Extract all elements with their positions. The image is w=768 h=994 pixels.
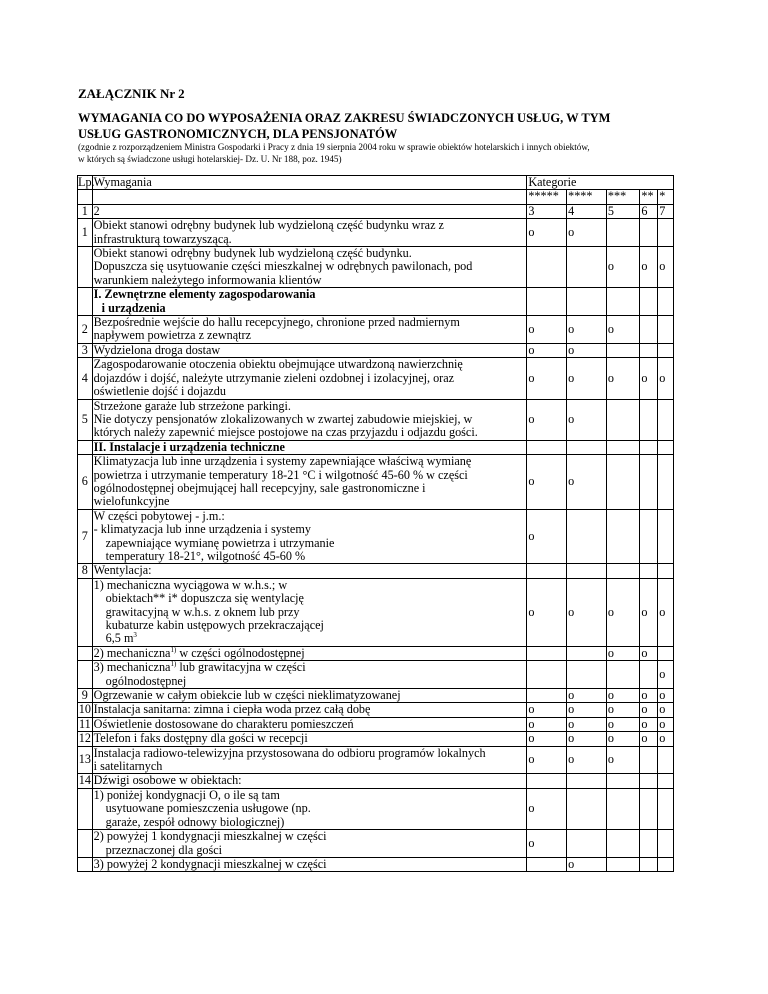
row-lp: 5 — [78, 399, 93, 440]
stars-row — [78, 190, 674, 204]
table-row — [78, 564, 674, 578]
mark: o — [606, 689, 640, 703]
section-row — [78, 440, 674, 454]
table-row — [78, 578, 674, 646]
mark: o — [606, 358, 640, 399]
row-lp: 13 — [78, 746, 93, 774]
mark: o — [567, 578, 607, 646]
row-requirement: Instalacja sanitarna: zimna i ciepła woda przez całą dobę — [92, 703, 527, 717]
stars-cell: *** — [606, 190, 640, 204]
row-lp: 8 — [78, 564, 93, 578]
section-heading: II. Instalacje i urządzenia techniczne — [92, 440, 527, 454]
mark: o — [567, 219, 607, 247]
table-row — [78, 509, 674, 564]
mark: o — [567, 358, 607, 399]
colnum-cell: 3 — [527, 204, 567, 218]
mark: o — [658, 703, 674, 717]
document-subtitle — [78, 141, 718, 165]
mark: o — [640, 646, 658, 660]
row-requirement: Wydzielona droga dostaw — [92, 343, 527, 357]
row-requirement: Instalacja radiowo-telewizyjna przystosowana do odbioru programów lokalnych i satelitarnych — [92, 746, 527, 774]
mark: o — [527, 455, 567, 510]
header-lp: Lp. — [78, 175, 95, 189]
mark: o — [527, 219, 567, 247]
mark: o — [567, 717, 607, 731]
table-header-row — [78, 176, 674, 190]
row-lp: 7 — [78, 509, 93, 564]
stars-cell: ***** — [527, 190, 567, 204]
mark: o — [640, 732, 658, 746]
header-requirements: Wymagania — [92, 176, 527, 190]
header-categories: Kategorie — [527, 176, 674, 190]
table-row — [78, 689, 674, 703]
requirements-table — [77, 175, 674, 872]
row-lp: 10 — [78, 702, 91, 717]
colnum-cell: 2 — [92, 204, 527, 218]
table-row — [78, 399, 674, 440]
table-row — [78, 703, 674, 717]
mark: o — [527, 343, 567, 357]
document-title: ZAŁĄCZNIK Nr 2 — [78, 86, 185, 101]
mark: o — [640, 358, 658, 399]
mark: o — [658, 358, 674, 399]
row-lp: 6 — [78, 455, 93, 510]
row-lp: 14 — [78, 773, 91, 788]
row-lp: 3 — [78, 343, 93, 357]
mark: o — [606, 646, 640, 660]
row-lp: 4 — [78, 358, 93, 399]
row-requirement: 1) mechaniczna wyciągowa w w.h.s.; w obiektach** i* dopuszcza się wentylację grawitacyjną w w.h.s. z oknem lub przy kubaturze kabin ustępowych przekraczającej 6,5 $m^3$ — [92, 578, 527, 646]
mark: o — [658, 661, 674, 689]
table-row — [78, 316, 674, 344]
row-requirement: Wentylacja: — [92, 564, 527, 578]
table-row — [78, 358, 674, 399]
mark: o — [640, 717, 658, 731]
mark: o — [527, 399, 567, 440]
table-row — [78, 732, 674, 746]
table-row — [78, 219, 674, 247]
mark: o — [567, 746, 607, 774]
row-requirement: Bezpośrednie wejście do hallu recepcyjnego, chronione przed nadmiernym napływem powietrza z zewnątrz — [92, 316, 527, 344]
mark: o — [658, 578, 674, 646]
table-row — [78, 830, 674, 858]
table-row — [78, 646, 674, 660]
row-requirement: 2) mechaniczna$^{1)}$ w części ogólnodostępnej — [92, 646, 527, 660]
mark: o — [606, 316, 640, 344]
mark: o — [640, 247, 658, 288]
table-row — [78, 788, 674, 829]
stars-cell: * — [658, 190, 674, 204]
mark: o — [527, 358, 567, 399]
table-row — [78, 343, 674, 357]
colnum-cell: 4 — [567, 204, 607, 218]
row-requirement: Dźwigi osobowe w obiektach: — [92, 774, 527, 788]
row-requirement: 3) powyżej 2 kondygnacji mieszkalnej w części — [92, 857, 527, 871]
mark: o — [567, 857, 607, 871]
mark: o — [606, 746, 640, 774]
mark: o — [527, 732, 567, 746]
mark: o — [527, 509, 567, 564]
mark: o — [606, 247, 640, 288]
row-requirement: Obiekt stanowi odrębny budynek lub wydzieloną część budynku. Dopuszcza się usytuowanie części mieszkalnej w odrębnych pawilonach, pod warunkiem należytego informowania klientów — [92, 247, 527, 288]
mark: o — [527, 746, 567, 774]
mark: o — [567, 343, 607, 357]
row-lp: 2 — [78, 316, 93, 344]
row-lp: 12 — [78, 731, 91, 746]
row-requirement: Strzeżone garaże lub strzeżone parkingi. Nie dotyczy pensjonatów zlokalizowanych w zwartej zabudowie miejskiej, w których należy zapewnić miejsce postojowe na czas przyjazdu i odjazdu gości. — [92, 399, 527, 440]
stars-cell: **** — [567, 190, 607, 204]
table-row — [78, 774, 674, 788]
row-requirement: Ogrzewanie w całym obiekcie lub w części nieklimatyzowanej — [92, 689, 527, 703]
row-lp: 11 — [78, 716, 91, 731]
section-row — [78, 288, 674, 316]
row-requirement: 2) powyżej 1 kondygnacji mieszkalnej w części przeznaczonej dla gości — [92, 830, 527, 858]
table-row — [78, 717, 674, 731]
row-requirement: Zagospodarowanie otoczenia obiektu obejmujące utwardzoną nawierzchnię dojazdów i dojść, należyte utrzymanie zieleni ozdobnej i izolacyjnej, oraz oświetlenie dojść i dojazdu — [92, 358, 527, 399]
mark: o — [567, 399, 607, 440]
document-heading — [78, 110, 698, 142]
mark: o — [567, 703, 607, 717]
mark: o — [606, 732, 640, 746]
row-requirement: Klimatyzacja lub inne urządzenia i systemy zapewniające właściwą wymianę powietrza i utrzymanie temperatury 18-21 °C i wilgotność 45-60 % w części ogólnodostępnej obejmującej hall recepcyjny, sale gastronomiczne i wielofunkcyjne — [92, 455, 527, 510]
subtitle-line: w których są świadczone usługi hotelarskiej- Dz. U. Nr 188, poz. 1945) — [78, 154, 342, 164]
subtitle-line: (zgodnie z rozporządzeniem Ministra Gospodarki i Pracy z dnia 19 sierpnia 2004 roku w sprawie obiektów hotelarskich i innych obiektów, — [78, 142, 590, 152]
table-row — [78, 746, 674, 774]
table-row — [78, 455, 674, 510]
heading-line: WYMAGANIA CO DO WYPOSAŻENIA ORAZ ZAKRESU ŚWIADCZONYCH USŁUG, W TYM — [78, 111, 611, 125]
mark: o — [527, 316, 567, 344]
mark: o — [658, 689, 674, 703]
colnum-cell: 5 — [606, 204, 640, 218]
mark: o — [606, 578, 640, 646]
table-row — [78, 857, 674, 871]
mark: o — [567, 316, 607, 344]
stars-cell: ** — [640, 190, 658, 204]
mark: o — [658, 732, 674, 746]
heading-line: USŁUG GASTRONOMICZNYCH, DLA PENSJONATÓW — [78, 127, 398, 141]
table-row — [78, 661, 674, 689]
mark: o — [527, 717, 567, 731]
mark: o — [527, 703, 567, 717]
mark: o — [658, 717, 674, 731]
row-requirement: 1) poniżej kondygnacji O, o ile są tam usytuowane pomieszczenia usługowe (np. garaże, zespół odnowy biologicznej) — [92, 788, 527, 829]
mark: o — [606, 717, 640, 731]
row-requirement: W części pobytowej - j.m.: - klimatyzacja lub inne urządzenia i systemy zapewniające wymianę powietrza i utrzymanie temperatury 18-21°, wilgotność 45-60 % — [92, 509, 527, 564]
mark: o — [658, 247, 674, 288]
mark: o — [640, 578, 658, 646]
table-row — [78, 247, 674, 288]
mark: o — [567, 689, 607, 703]
row-requirement: 3) mechaniczna$^{1)}$ lub grawitacyjna w części ogólnodostępnej — [92, 661, 527, 689]
mark: o — [567, 455, 607, 510]
colnum-cell: 1 — [78, 204, 93, 218]
mark: o — [640, 689, 658, 703]
mark: o — [527, 788, 567, 829]
mark: o — [567, 732, 607, 746]
mark: o — [606, 703, 640, 717]
row-lp: 9 — [78, 689, 93, 703]
colnum-cell: 7 — [658, 204, 674, 218]
row-lp: 1 — [78, 219, 93, 247]
section-heading: I. Zewnętrzne elementy zagospodarowania i urządzenia — [92, 288, 527, 316]
row-requirement: Obiekt stanowi odrębny budynek lub wydzieloną część budynku wraz z infrastrukturą towarzyszącą. — [92, 219, 527, 247]
mark: o — [527, 578, 567, 646]
mark: o — [640, 703, 658, 717]
row-requirement: Telefon i faks dostępny dla gości w recepcji — [92, 732, 527, 746]
mark: o — [527, 830, 567, 858]
row-requirement: Oświetlenie dostosowane do charakteru pomieszczeń — [92, 717, 527, 731]
colnum-cell: 6 — [640, 204, 658, 218]
column-number-row — [78, 204, 674, 218]
